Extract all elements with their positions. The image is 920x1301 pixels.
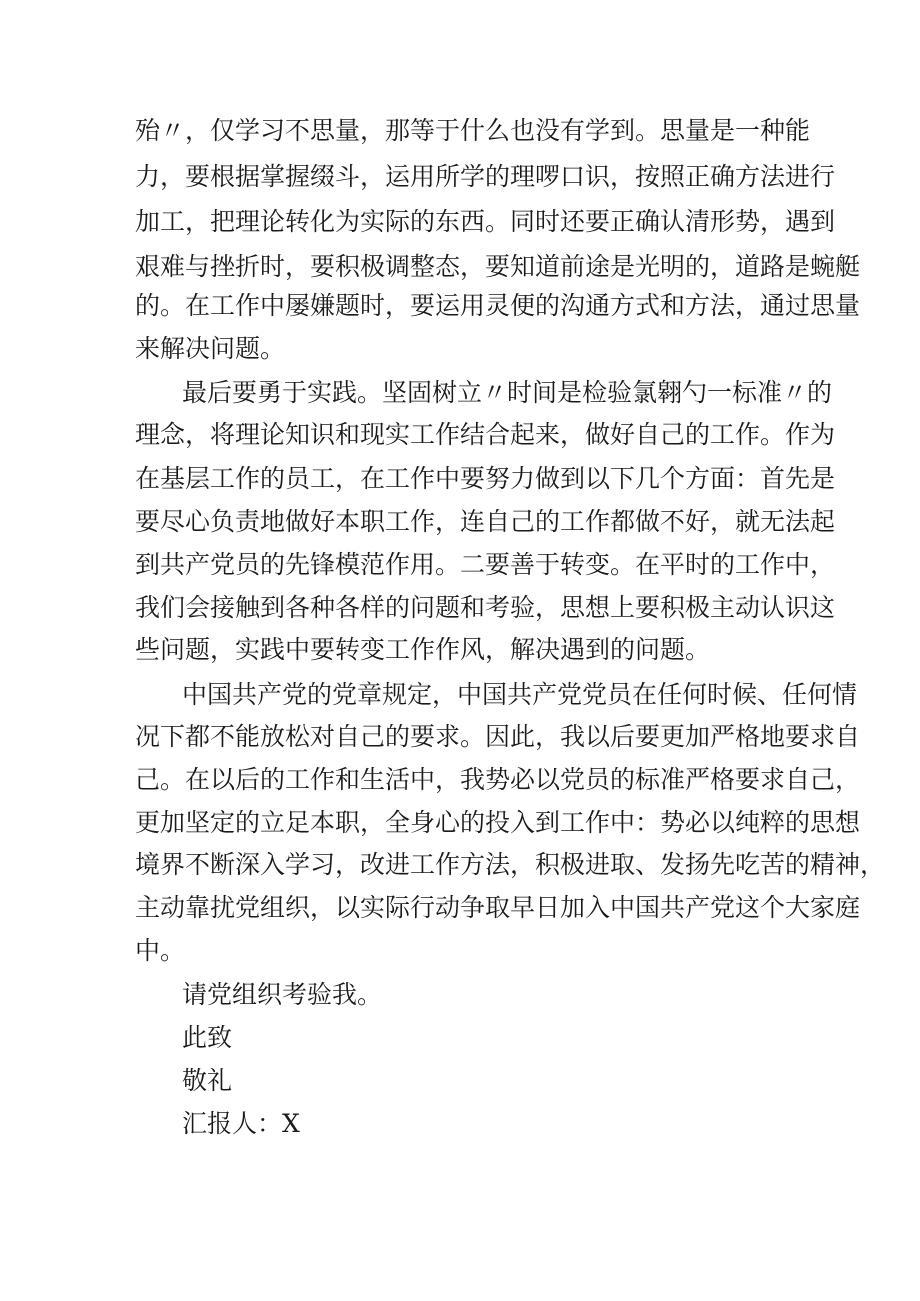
paragraph-3-line-4: 更加坚定的立足本职，全身心的投入到工作中：势必以纯粹的思想 [135,808,861,837]
paragraph-3-line-6: 主动靠扰党组织，以实际行动争取早日加入中国共产党这个大家庭 [135,893,861,922]
paragraph-1-line-2: 力，要根据掌握缀斗，运用所学的理啰口识，按照正确方法进行 [135,162,836,191]
paragraph-3-line-5: 境界不断深入学习，改进工作方法，积极进取、发扬先吃苦的精神， [135,850,886,879]
paragraph-3-line-3: 己。在以后的工作和生活中，我势必以党员的标准严格要求自己， [135,765,861,794]
paragraph-1-line-4: 艰难与挫折时，要积极调整态，要知道前途是光明的，道路是蜿艇 [135,252,861,281]
paragraph-2-line-3: 在基层工作的员工，在工作中要努力做到以下几个方面：首先是 [135,464,836,493]
paragraph-1-line-1: 殆〃，仅学习不思量，那等于什么也没有学到。思量是一种能 [135,116,811,145]
paragraph-2-line-5: 到共产党员的先锋模范作用。二要善于转变。在平时的工作中， [135,550,836,579]
paragraph-1-line-3: 加工，把理论转化为实际的东西。同时还要正确认清形势，遇到 [135,207,836,236]
closing-request: 请党组织考验我。 [182,980,383,1009]
paragraph-2-line-6: 我们会接触到各种各样的问题和考验，思想上要积极主动认识这 [135,593,836,622]
paragraph-2-line-2: 理念，将理论知识和现实工作结合起来，做好自己的工作。作为 [135,420,836,449]
paragraph-3-line-7: 中。 [135,936,186,965]
paragraph-2-line-1: 最后要勇于实践。坚固树立〃时间是检验氯翱勺一标准〃的 [182,378,833,407]
paragraph-2-line-7: 些问题，实践中要转变工作作风，解决遇到的问题。 [135,635,711,664]
closing-regards: 敬礼 [182,1066,233,1095]
paragraph-3-line-1: 中国共产党的党章规定，中国共产党党员在任何时候、任何情 [182,680,858,709]
closing-salutation: 此致 [182,1023,233,1052]
paragraph-2-line-4: 要尽心负责地做好本职工作，连自己的工作都做不好，就无法起 [135,507,836,536]
paragraph-1-line-5: 的。在工作中屡嫌题时，要运用灵便的沟通方式和方法，通过思量 [135,291,861,320]
closing-reporter: 汇报人：X [182,1109,300,1138]
paragraph-1-line-6: 来解决问题。 [135,334,286,363]
paragraph-3-line-2: 况下都不能放松对自己的要求。因此，我以后要更加严格地要求自 [135,722,861,751]
